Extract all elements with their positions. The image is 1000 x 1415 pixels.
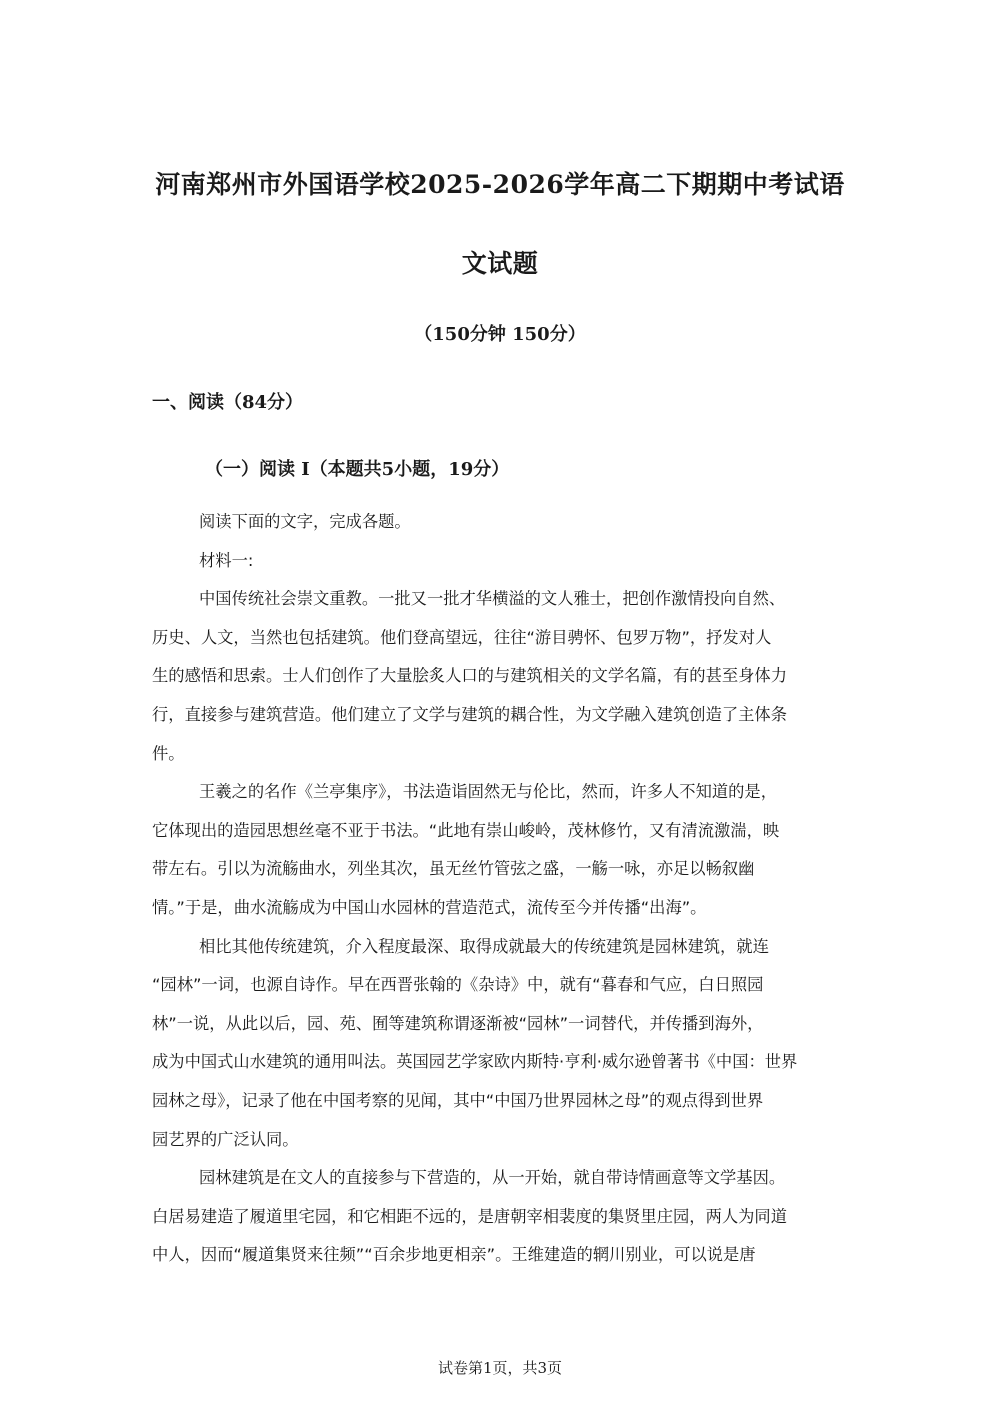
document-title-line-1: 河南郑州市外国语学校2025-2026学年高二下期期中考试语 — [155, 170, 845, 199]
passage-line: 王羲之的名作《兰亭集序》，书法造诣固然无与伦比，然而，许多人不知道的是， — [199, 782, 777, 802]
passage-line: 园林建筑是在文人的直接参与下营造的，从一开始，就自带诗情画意等文学基因。 — [199, 1168, 786, 1188]
passage-line: 生的感悟和思索。士人们创作了大量脍炙人口的与建筑相关的文学名篇，有的甚至身体力 — [152, 666, 787, 686]
passage-line: 成为中国式山水建筑的通用叫法。英国园艺学家欧内斯特·亨利·威尔逊曾著书《中国：世界 — [152, 1052, 798, 1072]
document-title-line-2: 文试题 — [461, 249, 539, 278]
passage-line: 白居易建造了履道里宅园，和它相距不远的，是唐朝宰相裴度的集贤里庄园，两人为同道 — [152, 1206, 787, 1226]
passage-line: 园林之母》，记录了他在中国考察的见闻，其中“中国乃世界园林之母”的观点得到世界 — [152, 1090, 764, 1110]
instruction-line: 阅读下面的文字，完成各题。 — [199, 512, 411, 531]
passage-line: 林”一说，从此以后，园、苑、囿等建筑称谓逐渐被“园林”一词替代，并传播到海外， — [152, 1013, 764, 1033]
passage-line: “园林”一词，也源自诗作。早在西晋张翰的《杂诗》中，就有“暮春和气应，白日照园 — [152, 975, 764, 995]
material-label: 材料一: — [199, 550, 254, 570]
passage-line: 历史、人文，当然也包括建筑。他们登高望远，往往“游目骋怀、包罗万物”，抒发对人 — [152, 627, 772, 647]
passage-line: 带左右。引以为流觞曲水，列坐其次，虽无丝竹管弦之盛，一觞一咏，亦足以畅叙幽 — [152, 859, 755, 879]
passage-line: 相比其他传统建筑，介入程度最深、取得成就最大的传统建筑是园林建筑，就连 — [199, 936, 769, 956]
sub-section-heading: （一）阅读 I（本题共5小题，19分） — [205, 459, 510, 480]
passage-line: 情。”于是，曲水流觞成为中国山水园林的营造范式，流传至今并传播“出海”。 — [152, 897, 707, 917]
passage-line: 行，直接参与建筑营造。他们建立了文学与建筑的耦合性，为文学融入建筑创造了主体条 — [152, 704, 787, 724]
passage-line: 园艺界的广泛认同。 — [152, 1129, 299, 1149]
exam-duration-score: （150分钟 150分） — [414, 324, 586, 345]
passage-line: 它体现出的造园思想丝毫不亚于书法。“此地有崇山峻岭，茂林修竹，又有清流激湍，映 — [152, 820, 780, 840]
passage-line: 件。 — [152, 743, 185, 763]
passage-line: 中人，因而“履道集贤来往频”“百余步地更相亲”。王维建造的辋川别业，可以说是唐 — [152, 1245, 756, 1265]
section-heading: 一、阅读（84分） — [152, 392, 304, 413]
passage-line: 中国传统社会崇文重教。一批又一批才华横溢的文人雅士，把创作激情投向自然、 — [199, 589, 786, 609]
page-footer: 试卷第1页，共3页 — [437, 1359, 563, 1377]
reading-passage — [152, 509, 852, 1281]
